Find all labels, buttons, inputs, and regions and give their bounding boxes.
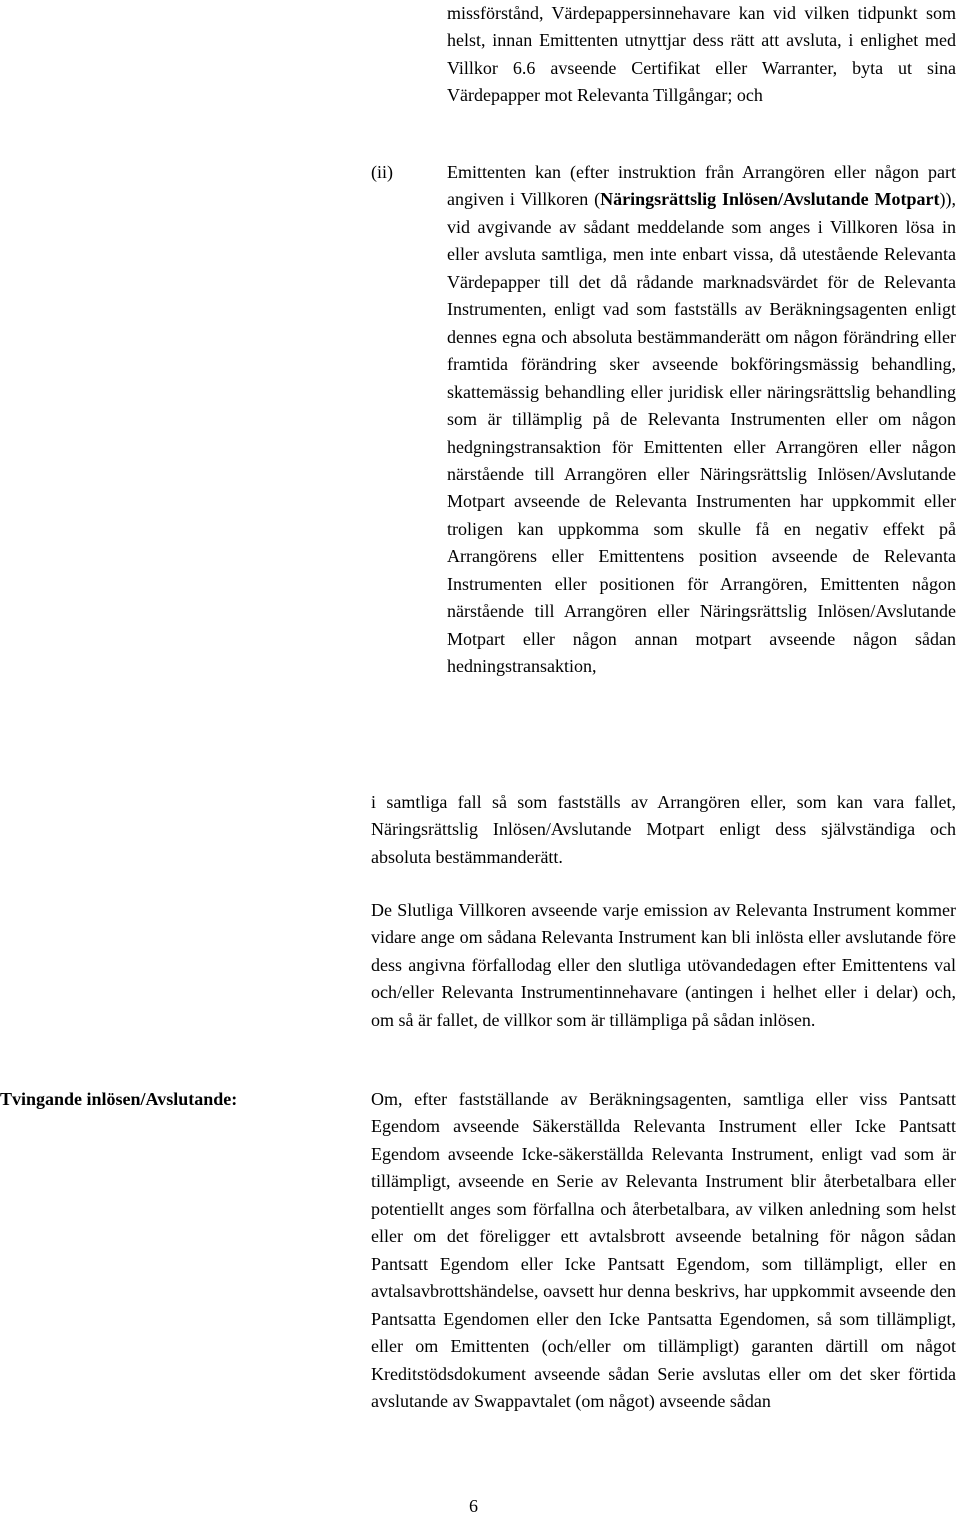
page-number: 6 — [469, 1496, 478, 1516]
item-ii-text-after: )), vid avgivande av sådant meddelande som anges i Villkoren lösa in eller avsluta samtliga, men inte enbart vissa, då utestående Relevanta Värdepapper till det då rådande marknadsvärdet för de Relevanta Instrumenten, enligt vad som fastställs av Beräkningsagenten enligt dennes egna och absoluta bestämmanderätt om någon förändring eller framtida förändring sker avseende bokföringsmässig behandling, skattemässig behandling eller juridisk eller näringsrättslig behandling som är tillämplig på de Relevanta Instrumenten eller om någon hedgningstransaktion för Emittenten eller Arrangören eller någon närstående till Arrangören eller Näringsrättslig Inlösen/Avslutande Motpart avseende de Relevanta Instrumenten har uppkommit eller troligen kan uppkomma som skulle få en negativ effekt på Arrangörens eller Emittentens position avseende de Relevanta Instrumenten eller positionen för Arrangören, Emittenten någon närstående till Arrangören eller Näringsrättslig Inlösen/Avslutande Motpart eller någon annan motpart avseende någon sådan hedningstransaktion, — [447, 189, 956, 677]
section-heading: Tvingande inlösen/Avslutande: — [0, 1089, 238, 1109]
item-ii-paragraph — [447, 159, 956, 681]
final-terms-paragraph: De Slutliga Villkoren avseende varje emission av Relevanta Instrument kommer vidare ange om sådana Relevanta Instrument kan bli inlösta eller avslutande före dess angivna förfallodag eller den slutliga utövandedagen efter Emittentens val och/eller Relevanta Instrumentinnehavare (antingen i helhet eller i delar) och, om så är fallet, de villkor som är tillämpliga på sådan inlösen. — [371, 900, 956, 1030]
continuation-paragraph: missförstånd, Värdepappersinnehavare kan vid vilken tidpunkt som helst, innan Emittenten utnyttjar dess rätt att avsluta, i enlighet med Villkor 6.6 avseende Certifikat eller Warranter, byta ut sina Värdepapper mot Relevanta Tillgångar; och — [447, 3, 956, 106]
item-ii-text-before: Emittenten kan (efter instruktion från Arrangören eller någon part angiven i Villkoren ( — [447, 162, 956, 210]
item-ii-bold-term: Näringsrättslig Inlösen/Avslutande Motpart — [600, 189, 940, 210]
item-ii-label: (ii) — [371, 162, 393, 182]
mandatory-redemption-paragraph: Om, efter fastställande av Beräkningsagenten, samtliga eller viss Pantsatt Egendom avseende Säkerställda Relevanta Instrument eller Icke Pantsatt Egendom avseende Icke-säkerställda Relevanta Instrument, enligt vad som är tillämpligt, avseende en Serie av Relevanta Instrument blir återbetalbara eller potentiellt anges som förfallna och återbetalbara, av vilken anledning som helst eller om det föreligger ett avtalsbrott avseende betalning för någon sådan Pantsatt Egendom eller Icke Pantsatt Egendom, som tillämpligt, eller en avtalsavbrottshändelse, oavsett hur denna beskrivs, har uppkommit avseende den Pantsatta Egendomen eller den Icke Pantsatta Egendomen, så som tillämpligt, eller om Emittenten (och/eller om tillämpligt) garanten därtill om något Kreditstödsdokument avseende sådan Serie avslutas eller om det sker förtida avslutande av Swappavtalet (om något) avseende sådan — [371, 1089, 956, 1411]
all-cases-paragraph: i samtliga fall så som fastställs av Arrangören eller, som kan vara fallet, Näringsrättslig Inlösen/Avslutande Motpart enligt dess självständiga och absoluta bestämmanderätt. — [371, 792, 956, 867]
